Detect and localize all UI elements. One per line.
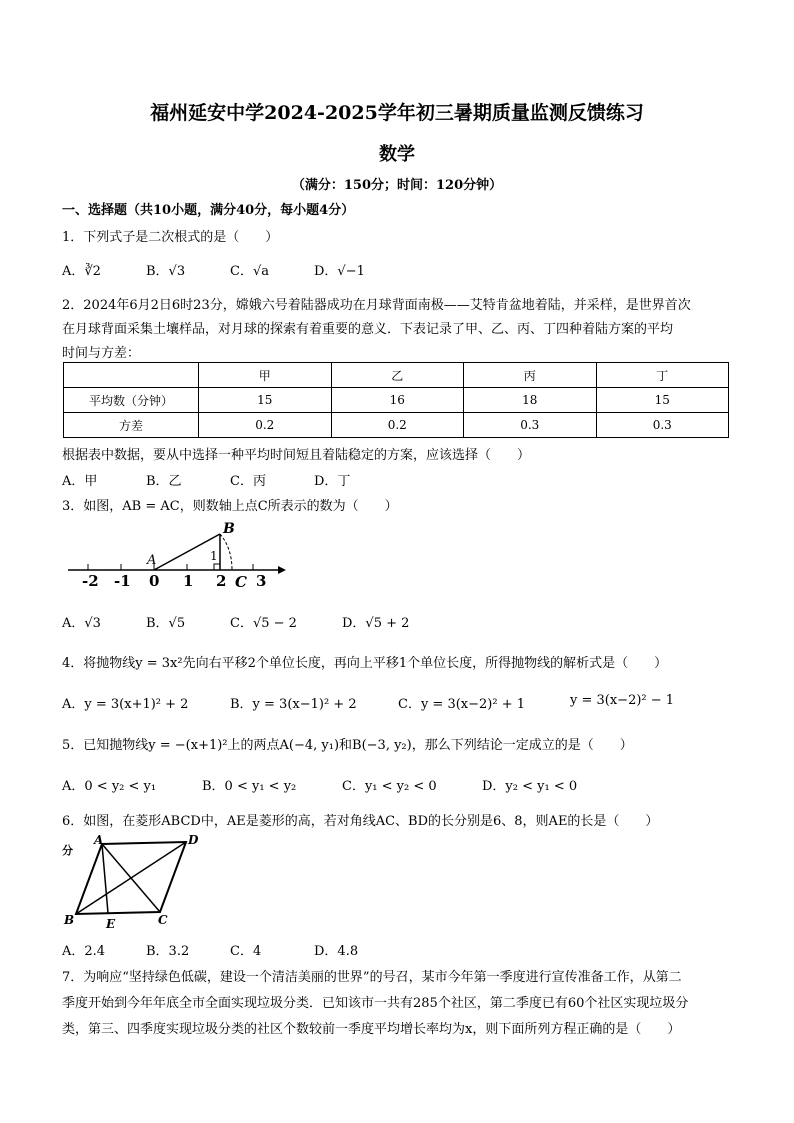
- table-cell: 16: [331, 388, 464, 413]
- q4-option-d: y = 3(x−2)² − 1: [570, 693, 675, 708]
- tick-label: 1: [183, 572, 194, 590]
- point-label-a: A: [147, 553, 157, 568]
- q4-stem: 4．将抛物线y = 3x²先向右平移2个单位长度，再向上平移1个单位长度，所得抛物线的解析式是（ ）: [62, 656, 668, 671]
- table-row: [64, 388, 729, 413]
- table-header-row: [64, 363, 729, 388]
- q5-stem: 5．已知抛物线y = −(x+1)²上的两点A(−4, y₁)和B(−3, y₂)，那么下列结论一定成立的是（ ）: [62, 738, 633, 753]
- tick-label: 3: [256, 572, 267, 590]
- q5-option-d: D．y₂ < y₁ < 0: [482, 779, 578, 794]
- q6-option-d: D．4.8: [314, 944, 359, 959]
- q2-after-table: 根据表中数据，要从中选择一种平均时间短且着陆稳定的方案，应该选择（ ）: [62, 448, 531, 463]
- q3-option-b: B．√5: [146, 616, 186, 631]
- q1-option-c: C．√a: [230, 264, 269, 279]
- q3-number-line-figure: [60, 520, 290, 592]
- q2-table: [63, 362, 729, 438]
- q3-option-d: D．√5 + 2: [342, 616, 410, 631]
- q2-stem-line1: 2．2024年6月2日6时23分，嫦娥六号着陆器成功在月球背面南极——艾特肯盆地着陆，并采样，是世界首次: [62, 298, 691, 313]
- q5-option-b: B．0 < y₁ < y₂: [202, 779, 297, 794]
- tick-label: -1: [114, 572, 131, 590]
- table-cell: 0.2: [199, 413, 332, 438]
- q3-option-a: A．√3: [62, 616, 101, 631]
- q1-option-a: A．∛2: [62, 264, 101, 279]
- table-cell: 15: [199, 388, 332, 413]
- tick-label: -2: [82, 572, 99, 590]
- q2-option-d: D．丁: [314, 474, 351, 489]
- q2-option-c: C．丙: [230, 474, 266, 489]
- vertex-label-c: C: [158, 913, 168, 927]
- tick-label: 2: [216, 572, 227, 590]
- page-title: 福州延安中学2024-2025学年初三暑期质量监测反馈练习: [150, 102, 644, 124]
- q1-option-b: B．√3: [146, 264, 186, 279]
- diagonal-bd: [76, 842, 186, 914]
- q6-stem: 6．如图，在菱形ABCD中，AE是菱形的高，若对角线AC、BD的长分别是6、8，则AE的长是（ ）: [62, 814, 659, 829]
- q2-stem-line3: 时间与方差：: [62, 346, 141, 361]
- q6-rhombus-figure: [60, 832, 210, 932]
- right-angle-mark: [214, 564, 220, 570]
- q4-option-a: A．y = 3(x+1)² + 2: [62, 697, 189, 712]
- q2-option-a: A．甲: [62, 474, 98, 489]
- table-column-header: 丁: [596, 363, 729, 388]
- q5-option-a: A．0 < y₂ < y₁: [62, 779, 157, 794]
- q2-option-b: B．乙: [146, 474, 182, 489]
- q6-option-a: A．2.4: [62, 944, 106, 959]
- arrow-right-icon: [278, 566, 286, 574]
- height-ae: [102, 844, 108, 913]
- point-label-c: C: [235, 573, 247, 591]
- q6-option-c: C．4: [230, 944, 262, 959]
- vertex-label-d: D: [188, 833, 199, 847]
- score-info: （满分：150分；时间：120分钟）: [291, 178, 503, 193]
- q7-line1: 7．为响应“坚持绿色低碳，建设一个清洁美丽的世界”的号召，某市今年第一季度进行宣传准备工作，从第二: [62, 970, 682, 985]
- q1-stem: 1．下列式子是二次根式的是（ ）: [62, 230, 279, 245]
- q3-stem: 3．如图，AB = AC，则数轴上点C所表示的数为（ ）: [62, 499, 398, 514]
- section-heading: 一、选择题（共10小题，满分40分，每小题4分）: [62, 203, 355, 218]
- q4-option-b: B．y = 3(x−1)² + 2: [230, 697, 357, 712]
- q1-option-d: D．√−1: [314, 264, 365, 279]
- table-column-header: 丙: [464, 363, 597, 388]
- arc-dashed: [220, 534, 232, 570]
- table-cell: 0.2: [331, 413, 464, 438]
- length-label: 1: [210, 549, 218, 563]
- point-label-e: E: [106, 917, 116, 931]
- table-column-header: 甲: [199, 363, 332, 388]
- table-cell: 18: [464, 388, 597, 413]
- table-row-header: 平均数（分钟）: [64, 388, 199, 413]
- tick-label: 0: [149, 572, 160, 590]
- q4-option-c: C．y = 3(x−2)² + 1: [398, 697, 525, 712]
- q2-stem-line2: 在月球背面采集土壤样品，对月球的探索有着重要的意义．下表记录了甲、乙、丙、丁四种着陆方案的平均: [62, 322, 674, 337]
- q6-option-b: B．3.2: [146, 944, 190, 959]
- table-column-header: 乙: [331, 363, 464, 388]
- table-cell: 0.3: [464, 413, 597, 438]
- q7-line2: 季度开始到今年年底全市全面实现垃圾分类．已知该市一共有285个社区，第二季度已有60个社区实现垃圾分: [62, 996, 689, 1011]
- table-cell: 0.3: [596, 413, 729, 438]
- margin-note: 分: [62, 844, 73, 857]
- table-row-header: 方差: [64, 413, 199, 438]
- q3-option-c: C．√5 − 2: [230, 616, 297, 631]
- table-row: [64, 413, 729, 438]
- vertex-label-b: B: [64, 913, 75, 927]
- q5-option-c: C．y₁ < y₂ < 0: [342, 779, 437, 794]
- subject-title: 数学: [379, 144, 415, 165]
- table-cell: 15: [596, 388, 729, 413]
- point-label-b: B: [223, 521, 235, 537]
- table-cell: [64, 363, 199, 388]
- q7-line3: 类，第三、四季度实现垃圾分类的社区个数较前一季度平均增长率均为x，则下面所列方程正确的是（ ）: [62, 1022, 681, 1037]
- vertex-label-a: A: [94, 833, 104, 847]
